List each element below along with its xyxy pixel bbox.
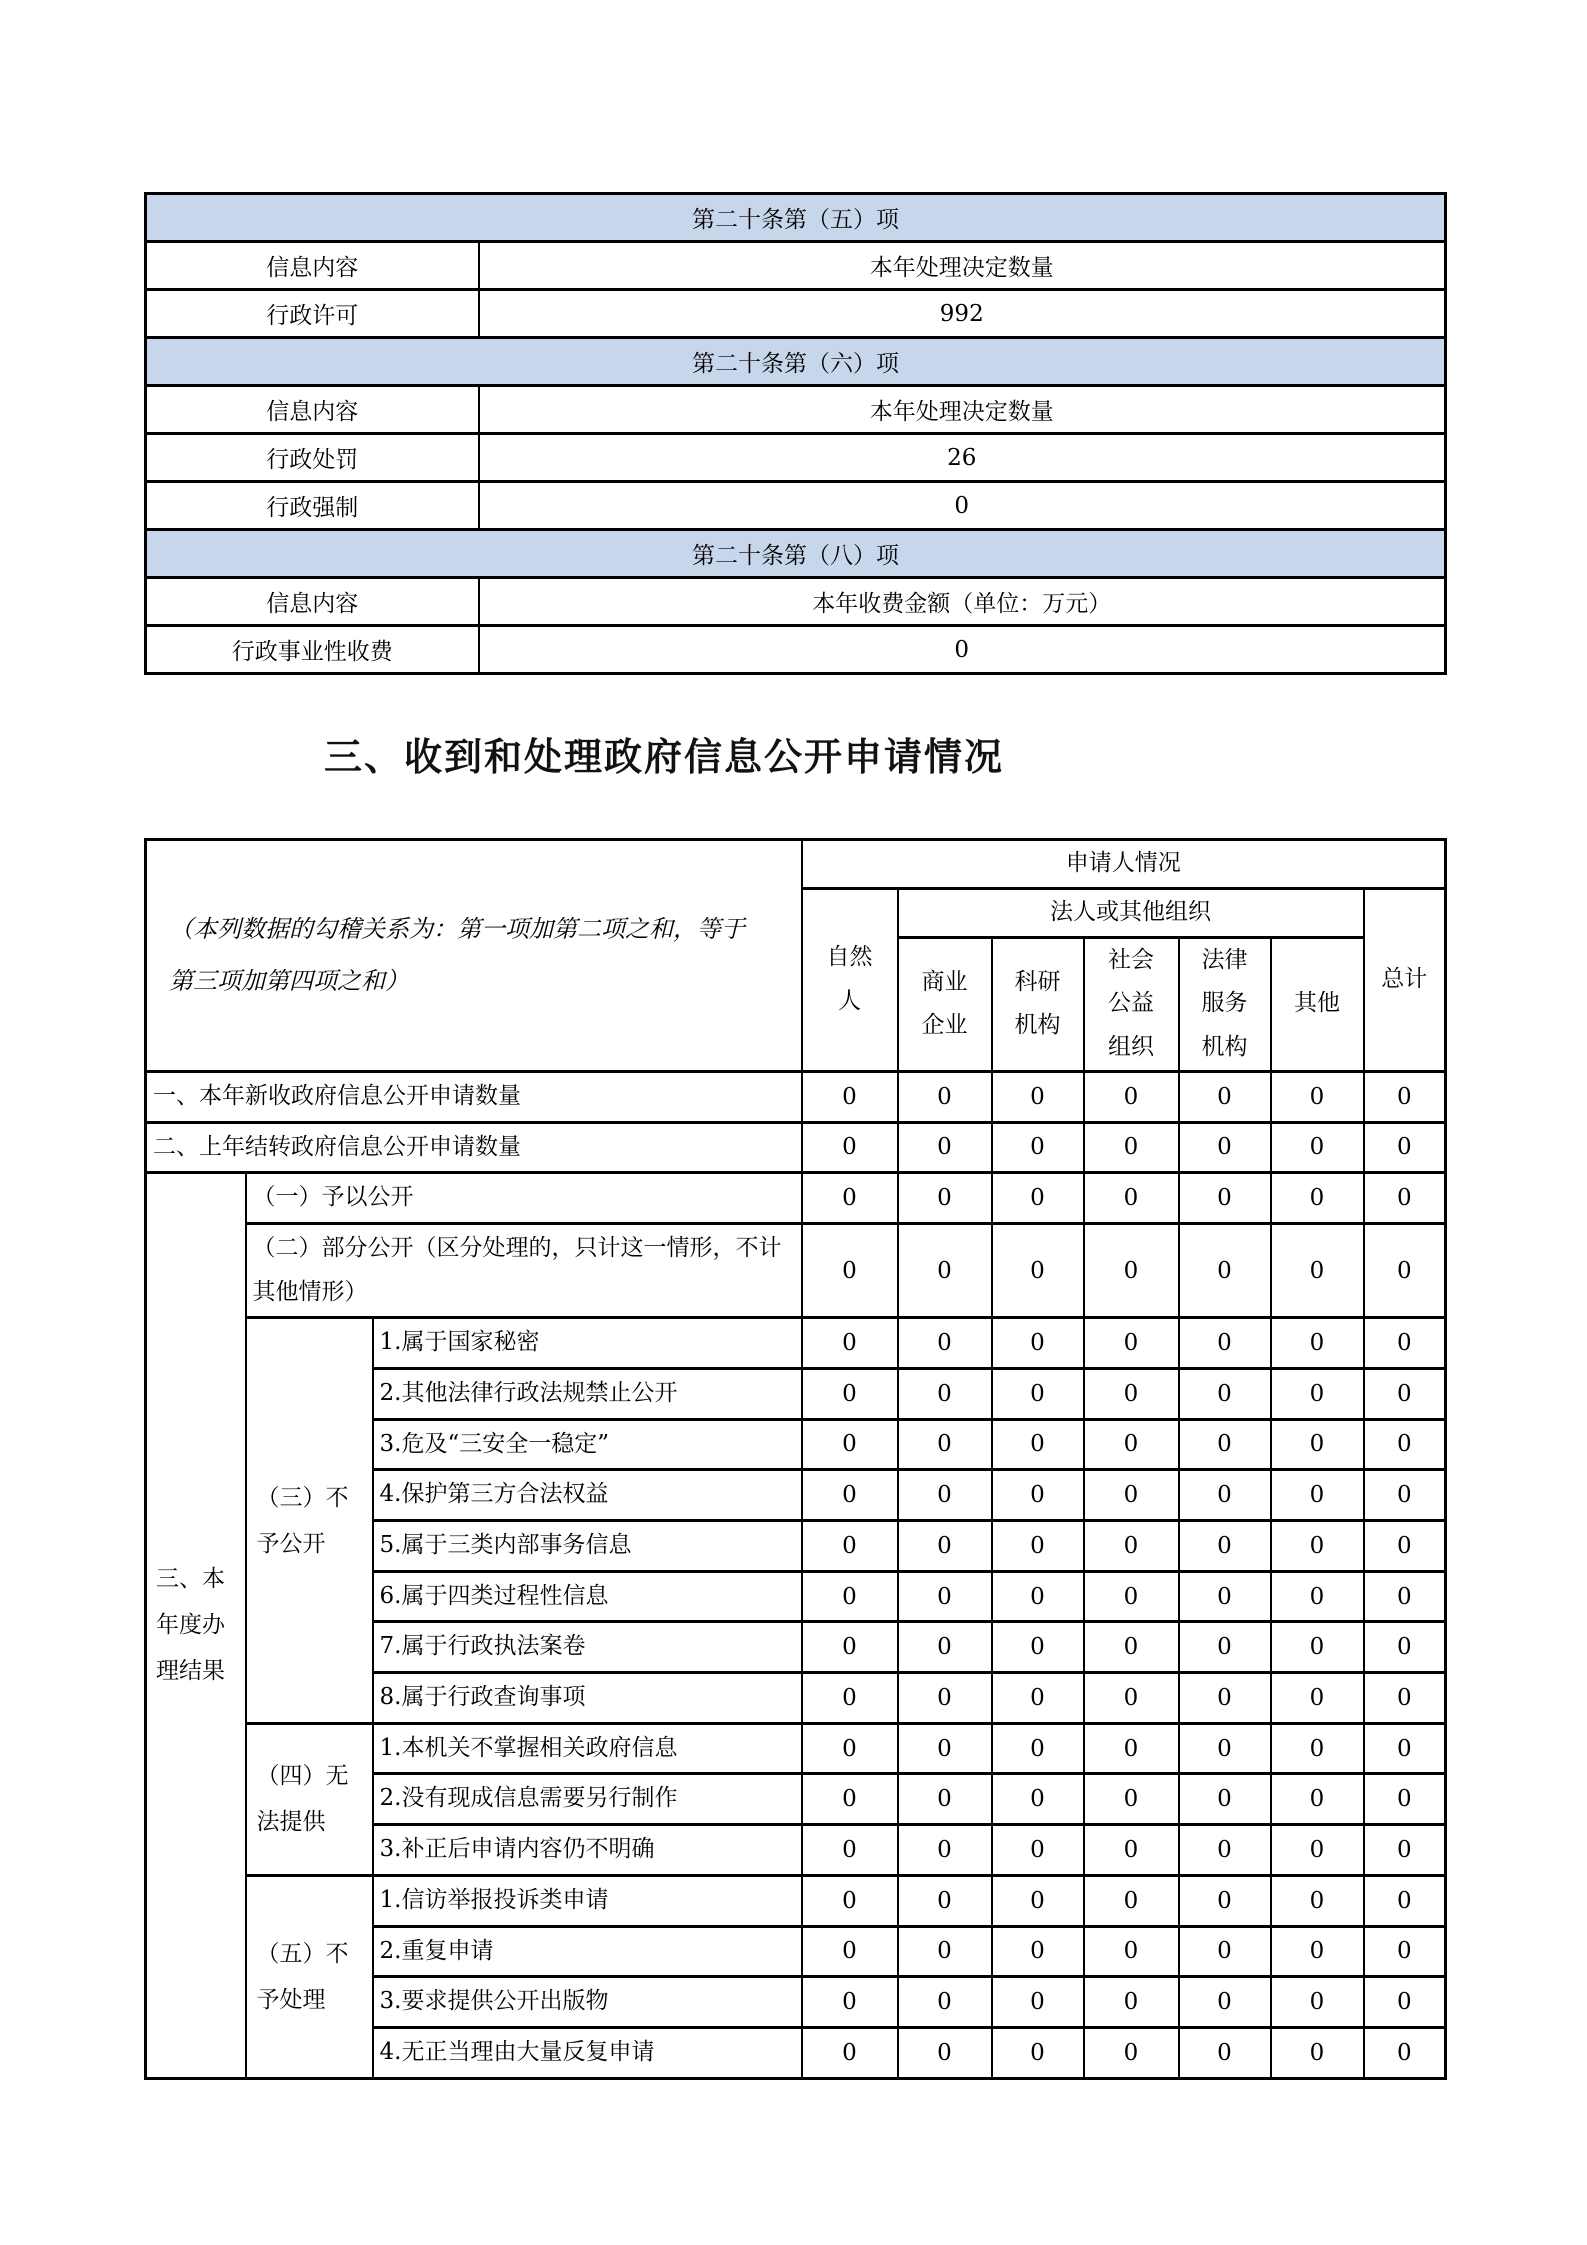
row-value-cell: 0 — [479, 626, 1446, 674]
row-label-cell: 信息内容 — [146, 578, 479, 626]
count-value-cell: 0 — [1179, 1470, 1271, 1521]
count-value-cell: 0 — [1084, 1318, 1179, 1369]
legal-subtype-header-cell: 法律服务机构 — [1179, 937, 1271, 1071]
legal-subtype-header-cell: 其他 — [1271, 937, 1364, 1071]
count-value-cell: 0 — [1271, 2027, 1364, 2078]
count-value-cell: 0 — [1271, 1470, 1364, 1521]
table-row — [146, 242, 1446, 290]
count-value-cell: 0 — [802, 1419, 898, 1470]
row-label-cell: 行政许可 — [146, 290, 479, 338]
count-value-cell: 0 — [898, 1977, 992, 2028]
result-item-label-cell: 1.属于国家秘密 — [373, 1318, 802, 1369]
count-value-cell: 0 — [1364, 1470, 1446, 1521]
count-value-cell: 0 — [1364, 1419, 1446, 1470]
count-value-cell: 0 — [1271, 1977, 1364, 2028]
count-value-cell: 0 — [898, 1825, 992, 1876]
count-value-cell: 0 — [1364, 1571, 1446, 1622]
applicant-status-header-cell: 申请人情况 — [802, 840, 1446, 889]
count-value-cell: 0 — [1179, 1977, 1271, 2028]
count-value-cell: 0 — [1084, 1875, 1179, 1926]
count-value-cell: 0 — [898, 1419, 992, 1470]
count-value-cell: 0 — [802, 1521, 898, 1572]
result-item-label-cell: 1.信访举报投诉类申请 — [373, 1875, 802, 1926]
count-value-cell: 0 — [1179, 1774, 1271, 1825]
count-value-cell: 0 — [1271, 1318, 1364, 1369]
count-value-cell: 0 — [802, 1122, 898, 1173]
count-value-cell: 0 — [1364, 1673, 1446, 1724]
count-value-cell: 0 — [802, 1368, 898, 1419]
count-value-cell: 0 — [1084, 1977, 1179, 2028]
count-value-cell: 0 — [1364, 1977, 1446, 2028]
count-value-cell: 0 — [802, 1173, 898, 1224]
table-row — [146, 578, 1446, 626]
table-row — [146, 626, 1446, 674]
count-value-cell: 0 — [898, 1122, 992, 1173]
result-item-label-cell: 4.无正当理由大量反复申请 — [373, 2027, 802, 2078]
result-subgroup-cell: （四）无法提供 — [246, 1723, 373, 1875]
data-row — [146, 1223, 1446, 1317]
row-value-cell: 本年处理决定数量 — [479, 242, 1446, 290]
count-value-cell: 0 — [1271, 1774, 1364, 1825]
count-value-cell: 0 — [992, 1071, 1084, 1122]
page-content — [144, 192, 1444, 2080]
result-item-label-cell: 6.属于四类过程性信息 — [373, 1571, 802, 1622]
count-value-cell: 0 — [1179, 1622, 1271, 1673]
row-value-cell: 26 — [479, 434, 1446, 482]
count-value-cell: 0 — [1364, 1521, 1446, 1572]
application-handling-table — [144, 838, 1447, 2079]
count-value-cell: 0 — [802, 1571, 898, 1622]
result-subgroup-cell: （五）不予处理 — [246, 1875, 373, 2078]
count-value-cell: 0 — [898, 1875, 992, 1926]
result-item-label-cell: 1.本机关不掌握相关政府信息 — [373, 1723, 802, 1774]
count-value-cell: 0 — [1271, 1071, 1364, 1122]
count-value-cell: 0 — [1084, 1723, 1179, 1774]
count-value-cell: 0 — [898, 1173, 992, 1224]
result-item-label-cell: 2.没有现成信息需要另行制作 — [373, 1774, 802, 1825]
count-value-cell: 0 — [802, 1673, 898, 1724]
count-value-cell: 0 — [1364, 2027, 1446, 2078]
count-value-cell: 0 — [1179, 1223, 1271, 1317]
count-value-cell: 0 — [1364, 1122, 1446, 1173]
count-value-cell: 0 — [992, 1470, 1084, 1521]
table-row — [146, 482, 1446, 530]
row-label-cell: 行政处罚 — [146, 434, 479, 482]
count-value-cell: 0 — [802, 1622, 898, 1673]
count-value-cell: 0 — [898, 1723, 992, 1774]
count-value-cell: 0 — [802, 1470, 898, 1521]
count-value-cell: 0 — [802, 1875, 898, 1926]
result-item-label-cell: 3.危及“三安全一稳定” — [373, 1419, 802, 1470]
count-value-cell: 0 — [802, 2027, 898, 2078]
result-item-label-cell: 8.属于行政查询事项 — [373, 1673, 802, 1724]
data-row — [146, 1875, 1446, 1926]
count-value-cell: 0 — [802, 1977, 898, 2028]
applicant-status-header-row — [146, 840, 1446, 889]
result-item-label-cell: 5.属于三类内部事务信息 — [373, 1521, 802, 1572]
count-value-cell: 0 — [1084, 1926, 1179, 1977]
count-value-cell: 0 — [898, 1318, 992, 1369]
count-value-cell: 0 — [1271, 1825, 1364, 1876]
count-value-cell: 0 — [992, 1622, 1084, 1673]
legal-subtype-header-cell: 商业企业 — [898, 937, 992, 1071]
count-value-cell: 0 — [1084, 1173, 1179, 1224]
data-row — [146, 1122, 1446, 1173]
row-label-cell: 信息内容 — [146, 386, 479, 434]
count-value-cell: 0 — [992, 1825, 1084, 1876]
count-value-cell: 0 — [1364, 1875, 1446, 1926]
count-value-cell: 0 — [992, 1368, 1084, 1419]
count-value-cell: 0 — [1271, 1926, 1364, 1977]
count-value-cell: 0 — [1084, 1622, 1179, 1673]
row-label-cell: 行政事业性收费 — [146, 626, 479, 674]
annual-result-group-cell: 三、本年度办理结果 — [146, 1173, 246, 2078]
count-value-cell: 0 — [1364, 1318, 1446, 1369]
row-label-cell: 行政强制 — [146, 482, 479, 530]
count-value-cell: 0 — [802, 1774, 898, 1825]
count-value-cell: 0 — [992, 1122, 1084, 1173]
count-value-cell: 0 — [898, 1521, 992, 1572]
row-label-cell: 信息内容 — [146, 242, 479, 290]
count-value-cell: 0 — [898, 1470, 992, 1521]
count-value-cell: 0 — [802, 1926, 898, 1977]
count-value-cell: 0 — [992, 2027, 1084, 2078]
count-value-cell: 0 — [1271, 1673, 1364, 1724]
result-item-label-cell: 一、本年新收政府信息公开申请数量 — [146, 1071, 802, 1122]
count-value-cell: 0 — [1271, 1173, 1364, 1224]
data-row — [146, 1071, 1446, 1122]
count-value-cell: 0 — [1084, 1571, 1179, 1622]
count-value-cell: 0 — [1271, 1875, 1364, 1926]
count-value-cell: 0 — [1084, 2027, 1179, 2078]
legal-subtype-header-cell: 科研机构 — [992, 937, 1084, 1071]
count-value-cell: 0 — [1271, 1368, 1364, 1419]
count-value-cell: 0 — [1084, 1825, 1179, 1876]
count-value-cell: 0 — [1364, 1368, 1446, 1419]
count-value-cell: 0 — [1364, 1926, 1446, 1977]
count-value-cell: 0 — [898, 2027, 992, 2078]
count-value-cell: 0 — [1084, 1470, 1179, 1521]
count-value-cell: 0 — [1084, 1419, 1179, 1470]
result-item-label-cell: 4.保护第三方合法权益 — [373, 1470, 802, 1521]
section-title-row — [146, 530, 1446, 578]
count-value-cell: 0 — [1271, 1419, 1364, 1470]
count-value-cell: 0 — [992, 1673, 1084, 1724]
table-row — [146, 290, 1446, 338]
data-row — [146, 1173, 1446, 1224]
count-value-cell: 0 — [1179, 1875, 1271, 1926]
row-value-cell: 992 — [479, 290, 1446, 338]
count-value-cell: 0 — [802, 1825, 898, 1876]
row-value-cell: 0 — [479, 482, 1446, 530]
reconciliation-note-cell: （本列数据的勾稽关系为：第一项加第二项之和，等于第三项加第四项之和） — [146, 840, 802, 1071]
count-value-cell: 0 — [1271, 1122, 1364, 1173]
count-value-cell: 0 — [1179, 1173, 1271, 1224]
section-title-cell: 第二十条第（八）项 — [146, 530, 1446, 578]
total-header-cell: 总计 — [1364, 889, 1446, 1072]
section-title-cell: 第二十条第（五）项 — [146, 194, 1446, 242]
data-row — [146, 1723, 1446, 1774]
table-row — [146, 434, 1446, 482]
count-value-cell: 0 — [992, 1571, 1084, 1622]
result-item-label-cell: （二）部分公开（区分处理的，只计这一情形，不计其他情形） — [246, 1223, 802, 1317]
count-value-cell: 0 — [1179, 1318, 1271, 1369]
article-20-items-table — [144, 192, 1447, 675]
count-value-cell: 0 — [1179, 1122, 1271, 1173]
result-item-label-cell: 3.补正后申请内容仍不明确 — [373, 1825, 802, 1876]
count-value-cell: 0 — [1364, 1723, 1446, 1774]
count-value-cell: 0 — [1084, 1774, 1179, 1825]
section-title-row — [146, 338, 1446, 386]
table-row — [146, 386, 1446, 434]
count-value-cell: 0 — [992, 1926, 1084, 1977]
count-value-cell: 0 — [898, 1071, 992, 1122]
count-value-cell: 0 — [1364, 1825, 1446, 1876]
count-value-cell: 0 — [1179, 1071, 1271, 1122]
count-value-cell: 0 — [992, 1318, 1084, 1369]
row-value-cell: 本年收费金额（单位：万元） — [479, 578, 1446, 626]
count-value-cell: 0 — [1364, 1173, 1446, 1224]
result-item-label-cell: 2.重复申请 — [373, 1926, 802, 1977]
count-value-cell: 0 — [898, 1673, 992, 1724]
section-heading: 三、收到和处理政府信息公开申请情况 — [324, 735, 1005, 779]
count-value-cell: 0 — [992, 1723, 1084, 1774]
count-value-cell: 0 — [992, 1774, 1084, 1825]
count-value-cell: 0 — [898, 1368, 992, 1419]
count-value-cell: 0 — [992, 1173, 1084, 1224]
section-title-cell: 第二十条第（六）项 — [146, 338, 1446, 386]
count-value-cell: 0 — [992, 1521, 1084, 1572]
row-value-cell: 本年处理决定数量 — [479, 386, 1446, 434]
count-value-cell: 0 — [1084, 1368, 1179, 1419]
count-value-cell: 0 — [1364, 1223, 1446, 1317]
count-value-cell: 0 — [1179, 1723, 1271, 1774]
count-value-cell: 0 — [1179, 1825, 1271, 1876]
count-value-cell: 0 — [1271, 1521, 1364, 1572]
count-value-cell: 0 — [1179, 1571, 1271, 1622]
count-value-cell: 0 — [898, 1571, 992, 1622]
result-item-label-cell: 3.要求提供公开出版物 — [373, 1977, 802, 2028]
count-value-cell: 0 — [1179, 1368, 1271, 1419]
count-value-cell: 0 — [802, 1071, 898, 1122]
legal-or-other-header-cell: 法人或其他组织 — [898, 889, 1364, 938]
count-value-cell: 0 — [1364, 1774, 1446, 1825]
count-value-cell: 0 — [1084, 1673, 1179, 1724]
count-value-cell: 0 — [1179, 1673, 1271, 1724]
count-value-cell: 0 — [1179, 1419, 1271, 1470]
result-item-label-cell: 7.属于行政执法案卷 — [373, 1622, 802, 1673]
count-value-cell: 0 — [802, 1223, 898, 1317]
count-value-cell: 0 — [802, 1723, 898, 1774]
count-value-cell: 0 — [1084, 1223, 1179, 1317]
count-value-cell: 0 — [992, 1223, 1084, 1317]
result-item-label-cell: （一）予以公开 — [246, 1173, 802, 1224]
count-value-cell: 0 — [992, 1419, 1084, 1470]
count-value-cell: 0 — [1084, 1071, 1179, 1122]
natural-person-header-cell: 自然人 — [802, 889, 898, 1072]
count-value-cell: 0 — [1364, 1622, 1446, 1673]
count-value-cell: 0 — [802, 1318, 898, 1369]
count-value-cell: 0 — [1084, 1122, 1179, 1173]
count-value-cell: 0 — [1271, 1223, 1364, 1317]
result-item-label-cell: 2.其他法律行政法规禁止公开 — [373, 1368, 802, 1419]
result-item-label-cell: 二、上年结转政府信息公开申请数量 — [146, 1122, 802, 1173]
count-value-cell: 0 — [898, 1622, 992, 1673]
count-value-cell: 0 — [1084, 1521, 1179, 1572]
count-value-cell: 0 — [1271, 1571, 1364, 1622]
data-row — [146, 1318, 1446, 1369]
count-value-cell: 0 — [1271, 1622, 1364, 1673]
count-value-cell: 0 — [1179, 2027, 1271, 2078]
count-value-cell: 0 — [1364, 1071, 1446, 1122]
count-value-cell: 0 — [992, 1977, 1084, 2028]
count-value-cell: 0 — [898, 1774, 992, 1825]
section-title-row — [146, 194, 1446, 242]
legal-subtype-header-cell: 社会公益组织 — [1084, 937, 1179, 1071]
count-value-cell: 0 — [1179, 1521, 1271, 1572]
count-value-cell: 0 — [898, 1223, 992, 1317]
result-subgroup-cell: （三）不予公开 — [246, 1318, 373, 1724]
count-value-cell: 0 — [898, 1926, 992, 1977]
count-value-cell: 0 — [1179, 1926, 1271, 1977]
count-value-cell: 0 — [992, 1875, 1084, 1926]
count-value-cell: 0 — [1271, 1723, 1364, 1774]
